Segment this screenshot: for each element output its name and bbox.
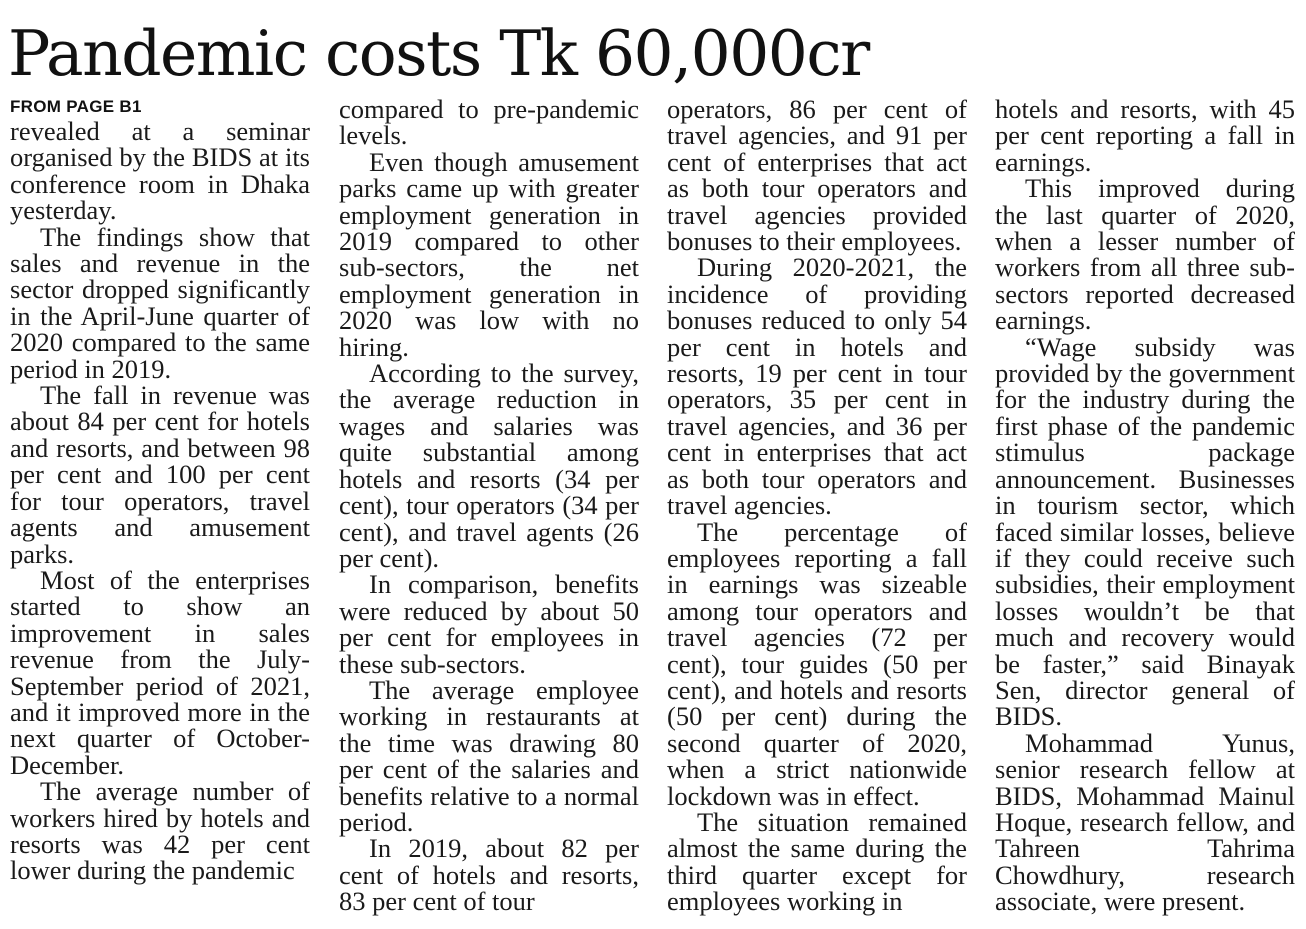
paragraph: This improved during the last quarter of 2020, when a lesser number of workers from all three sub-sectors reported decreased earnings. xyxy=(995,173,1295,336)
paragraph: “Wage subsidy was provided by the government for the industry during the first phase of the pandemic stimulus package announcement. Businesses in tourism sector, which faced similar losses, believe if they could receive such subsidies, their employment losses wouldn’t be that much and recovery would be faster,” said Binayak Sen, director general of BIDS. xyxy=(995,331,1295,732)
article-column-3 xyxy=(667,96,967,915)
paragraph: compared to pre-pandemic levels. xyxy=(339,94,639,151)
article-column-1 xyxy=(10,96,310,884)
paragraph: Even though amusement parks came up with greater employment generation in 2019 compared to other sub-sectors, the net employment generation in 2020 was low with no hiring. xyxy=(339,146,639,362)
paragraph: During 2020-2021, the incidence of providing bonuses reduced to only 54 per cent in hotels and resorts, 19 per cent in tour operators, 35 per cent in travel agencies, and 36 per cent in enterprises that act as both tour operators and travel agencies. xyxy=(667,252,967,521)
paragraph: Most of the enterprises started to show an improvement in sales revenue from the July-September period of 2021, and it improved more in the next quarter of October-December. xyxy=(10,564,310,780)
paragraph: The situation remained almost the same during the third quarter except for employees working in xyxy=(667,806,967,917)
jump-line: FROM PAGE B1 xyxy=(10,97,142,116)
paragraph: According to the survey, the average reduction in wages and salaries was quite substantial among hotels and resorts (34 per cent), tour operators (34 per cent), and travel agents (26 per cent). xyxy=(339,358,639,573)
paragraph: The findings show that sales and revenue in the sector dropped significantly in the April-June quarter of 2020 compared to the same period in 2019. xyxy=(10,221,310,384)
paragraph: The average number of workers hired by hotels and resorts was 42 per cent lower during the pandemic xyxy=(10,776,310,886)
paragraph: The percentage of employees reporting a fall in earnings was sizeable among tour operators and travel agencies (72 per cent), tour guides (50 per cent), and hotels and resorts (50 per cent) during the second quarter of 2020, when a strict nationwide lockdown was in effect. xyxy=(667,516,967,811)
headline: Pandemic costs Tk 60,000cr xyxy=(8,17,869,90)
paragraph: The fall in revenue was about 84 per cent for hotels and resorts, and between 98 per cent and 100 per cent for tour operators, travel agents and amusement parks. xyxy=(10,380,310,569)
paragraph: In comparison, benefits were reduced by about 50 per cent for employees in these sub-sectors. xyxy=(339,569,639,679)
paragraph: hotels and resorts, with 45 per cent reporting a fall in earnings. xyxy=(995,94,1295,177)
paragraph: revealed at a seminar organised by the BIDS at its conference room in Dhaka yesterday. xyxy=(10,116,310,226)
article-column-4 xyxy=(995,96,1295,915)
paragraph: The average employee working in restaurants at the time was drawing 80 per cent of the salaries and benefits relative to a normal period. xyxy=(339,674,639,837)
paragraph: Mohammad Yunus, senior research fellow at BIDS, Mohammad Mainul Hoque, research fellow, and Tahreen Tahrima Chowdhury, research associate, were present. xyxy=(995,727,1295,917)
article-column-2 xyxy=(339,96,639,915)
paragraph: operators, 86 per cent of travel agencies, and 91 per cent of enterprises that act as both tour operators and travel agencies provided bonuses to their employees. xyxy=(667,94,967,257)
paragraph: In 2019, about 82 per cent of hotels and resorts, 83 per cent of tour xyxy=(339,833,639,917)
